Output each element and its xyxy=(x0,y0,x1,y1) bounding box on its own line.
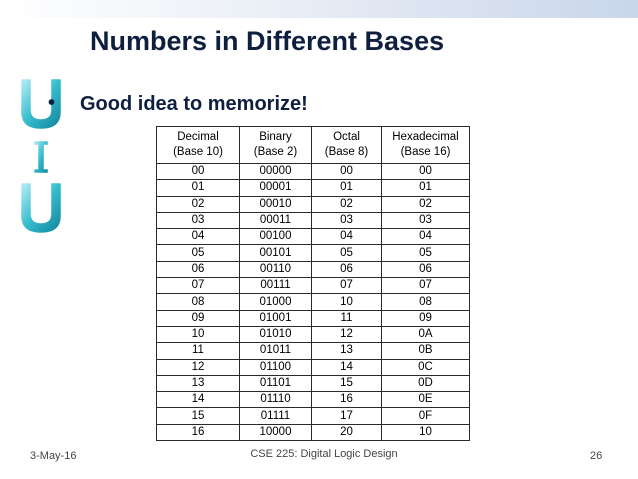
table-cell: 00 xyxy=(312,164,382,180)
column-header-base: (Base 8) xyxy=(324,146,369,158)
slide-title: Numbers in Different Bases xyxy=(90,26,445,56)
page-number: 26 xyxy=(590,450,603,462)
column-header-name: Binary xyxy=(259,131,292,143)
table-row xyxy=(157,278,470,294)
table-cell: 13 xyxy=(157,375,240,391)
table-cell: 0E xyxy=(382,392,470,408)
table-cell: 10 xyxy=(157,326,240,342)
column-header-base: (Base 10) xyxy=(173,146,223,158)
table-cell: 06 xyxy=(382,261,470,277)
table-row xyxy=(157,164,470,180)
table-cell: 01001 xyxy=(240,310,312,326)
table-cell: 00001 xyxy=(240,180,312,196)
column-header-base: (Base 2) xyxy=(253,146,298,158)
table-cell: 01011 xyxy=(240,343,312,359)
bullet-icon: • xyxy=(48,92,56,114)
table-cell: 01111 xyxy=(240,408,312,424)
table-cell: 14 xyxy=(157,392,240,408)
column-header-name: Hexadecimal xyxy=(392,131,459,143)
table-row xyxy=(157,212,470,228)
table-cell: 0F xyxy=(382,408,470,424)
column-header-name: Octal xyxy=(333,131,360,143)
table-cell: 07 xyxy=(157,278,240,294)
footer-course: CSE 225: Digital Logic Design xyxy=(250,448,398,460)
table-cell: 10 xyxy=(312,294,382,310)
table-cell: 05 xyxy=(382,245,470,261)
table-cell: 00011 xyxy=(240,212,312,228)
column-header xyxy=(240,127,312,164)
table-cell: 00101 xyxy=(240,245,312,261)
table-cell: 10 xyxy=(382,424,470,440)
table-header-row xyxy=(157,127,470,164)
table-cell: 00010 xyxy=(240,196,312,212)
table-cell: 01 xyxy=(157,180,240,196)
footer-date: 3-May-16 xyxy=(30,450,77,462)
table-cell: 04 xyxy=(312,229,382,245)
table-cell: 05 xyxy=(157,245,240,261)
table-cell: 14 xyxy=(312,359,382,375)
table-row xyxy=(157,229,470,245)
table-cell: 01101 xyxy=(240,375,312,391)
column-header-name: Decimal xyxy=(177,131,219,143)
table-row xyxy=(157,310,470,326)
table-cell: 16 xyxy=(157,424,240,440)
table-cell: 0A xyxy=(382,326,470,342)
table-row xyxy=(157,245,470,261)
table-cell: 00111 xyxy=(240,278,312,294)
table-cell: 02 xyxy=(382,196,470,212)
table-cell: 03 xyxy=(382,212,470,228)
table-cell: 00110 xyxy=(240,261,312,277)
number-bases-table xyxy=(156,126,470,441)
table-cell: 20 xyxy=(312,424,382,440)
column-header xyxy=(382,127,470,164)
column-header xyxy=(157,127,240,164)
table-cell: 07 xyxy=(382,278,470,294)
table-cell: 00100 xyxy=(240,229,312,245)
table-cell: 03 xyxy=(157,212,240,228)
column-header xyxy=(312,127,382,164)
table-cell: 01010 xyxy=(240,326,312,342)
table-cell: 06 xyxy=(157,261,240,277)
table-row xyxy=(157,424,470,440)
table-cell: 03 xyxy=(312,212,382,228)
column-header-base: (Base 16) xyxy=(400,146,451,158)
table-cell: 11 xyxy=(312,310,382,326)
table-cell: 02 xyxy=(312,196,382,212)
table-row xyxy=(157,359,470,375)
table-cell: 02 xyxy=(157,196,240,212)
table-row xyxy=(157,294,470,310)
table-cell: 01 xyxy=(382,180,470,196)
table-cell: 00 xyxy=(157,164,240,180)
bullet-text: Good idea to memorize! xyxy=(80,93,308,115)
table-cell: 10000 xyxy=(240,424,312,440)
table-row xyxy=(157,261,470,277)
table-cell: 16 xyxy=(312,392,382,408)
table-cell: 0C xyxy=(382,359,470,375)
table-cell: 09 xyxy=(157,310,240,326)
table-row xyxy=(157,375,470,391)
table-cell: 01000 xyxy=(240,294,312,310)
table-cell: 0D xyxy=(382,375,470,391)
table-cell: 15 xyxy=(312,375,382,391)
table-cell: 12 xyxy=(157,359,240,375)
table-cell: 09 xyxy=(382,310,470,326)
table-row xyxy=(157,196,470,212)
table-row xyxy=(157,180,470,196)
table-cell: 11 xyxy=(157,343,240,359)
table-cell: 00 xyxy=(382,164,470,180)
uiu-logo xyxy=(14,74,68,236)
table-cell: 07 xyxy=(312,278,382,294)
table-cell: 05 xyxy=(312,245,382,261)
table-cell: 04 xyxy=(382,229,470,245)
table-cell: 01100 xyxy=(240,359,312,375)
table-row xyxy=(157,392,470,408)
table-cell: 01110 xyxy=(240,392,312,408)
table-row xyxy=(157,326,470,342)
table-cell: 01 xyxy=(312,180,382,196)
table-cell: 0B xyxy=(382,343,470,359)
table-row xyxy=(157,343,470,359)
table-cell: 13 xyxy=(312,343,382,359)
table-cell: 12 xyxy=(312,326,382,342)
table-cell: 04 xyxy=(157,229,240,245)
table-cell: 06 xyxy=(312,261,382,277)
table-body xyxy=(157,164,470,441)
top-gradient-stripe xyxy=(0,0,638,18)
table-cell: 00000 xyxy=(240,164,312,180)
table-cell: 08 xyxy=(157,294,240,310)
table-cell: 15 xyxy=(157,408,240,424)
table-row xyxy=(157,408,470,424)
table-cell: 08 xyxy=(382,294,470,310)
table-cell: 17 xyxy=(312,408,382,424)
